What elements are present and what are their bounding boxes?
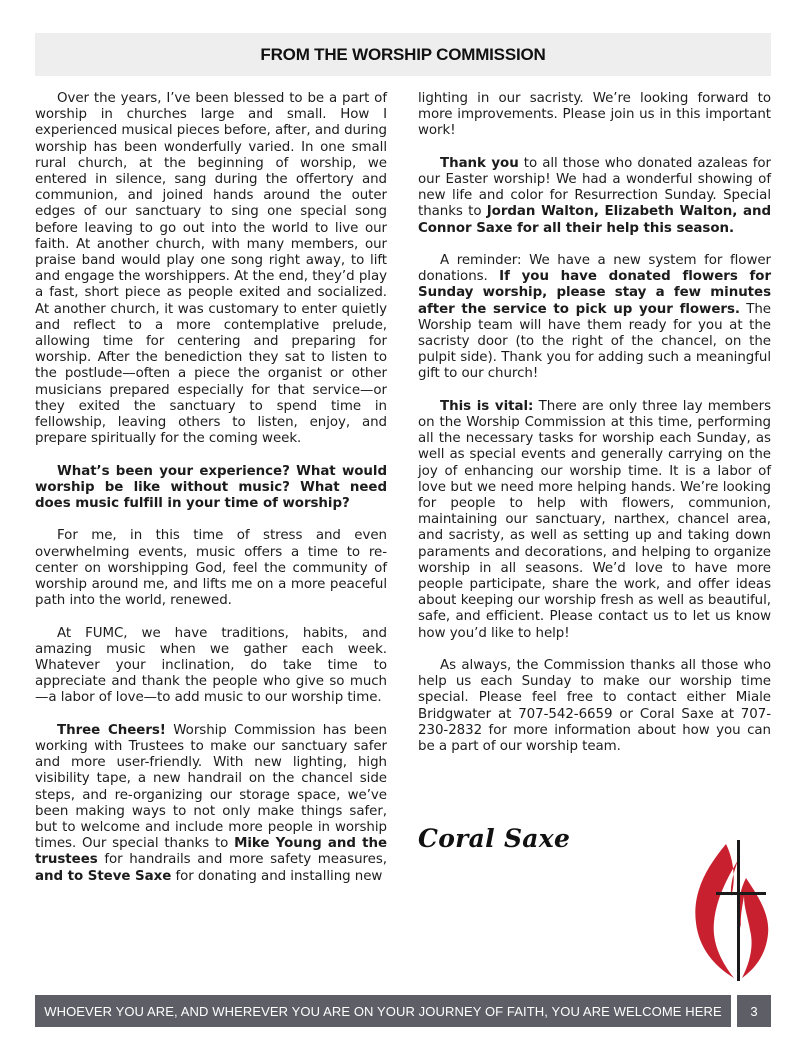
footer-text: WHOEVER YOU ARE, AND WHEREVER YOU ARE ON YOUR JOURNEY OF FAITH, YOU ARE WELCOME HERE xyxy=(44,1003,722,1019)
cross-horizontal xyxy=(716,892,766,895)
paragraph-continued: lighting in our sacristy. We’re looking forward to more improvements. Please join us in this important work! xyxy=(418,91,771,139)
signature: Coral Saxe xyxy=(418,824,571,853)
section-title: FROM THE WORSHIP COMMISSION xyxy=(260,44,546,64)
paragraph-three-cheers xyxy=(35,723,387,885)
page-number: 3 xyxy=(750,1003,758,1019)
reminder-text-a: A reminder: We have a new system for flower donations. xyxy=(418,253,771,285)
paragraph-for-me: For me, in this time of stress and even overwhelming events, music offers a time to re-center on worshipping God, feel the community of worship around me, and lifts me on a more peaceful path into the world, renewed. xyxy=(35,528,387,609)
paragraph-vital xyxy=(418,399,771,642)
three-cheers-text-d: and to Steve Saxe xyxy=(35,868,172,884)
cross-vertical xyxy=(737,840,740,981)
paragraph-reminder xyxy=(418,253,771,383)
flame-left xyxy=(695,844,738,978)
three-cheers-text-b: Mike Young and the trustees xyxy=(35,836,387,868)
reminder-text-c: The Worship team will have them ready for you at the sacristy door (to the right of the chancel, on the pulpit side). Thank you for adding such a meaningful gift to our church! xyxy=(418,301,771,382)
thank-you-text-a: to all those who donated azaleas for our Easter worship! We had a wonderful showing of new life and color for Resurrection Sunday. Special thanks to xyxy=(418,155,771,220)
paragraph-closing: As always, the Commission thanks all those who help us each Sunday to make our worship time special. Please feel free to contact either Miale Bridgwater at 707-542-6659 or Coral Saxe at 707-230-2832 for more information about how you can be a part of our worship team. xyxy=(418,658,771,755)
section-header xyxy=(35,33,771,76)
right-column xyxy=(418,91,771,771)
paragraph-fumc: At FUMC, we have traditions, habits, and amazing music when we gather each week. Whatever your inclination, do take time to appreciate and thank the people who give so much—a labor of love—to add music to our worship time. xyxy=(35,625,387,706)
vital-text: There are only three lay members on the Worship Commission at this time, performing all the necessary tasks for worship each Sunday, as well as special events and generally carrying on the joy of enhancing our worship time. It is a labor of love but we need more helping hands. We’re looking for people to help with flowers, communion, maintaining our sanctuary, narthex, chancel area, and sacristy, as well as setting up and taking down paraments and decorations, and helping to organize worship in all seasons. We’d love to have more people participate, share the work, and offer ideas about keeping our worship fresh as well as beautiful, safe, and efficient. Please contact us to let us know how you’d like to help! xyxy=(418,398,771,641)
paragraph-intro: Over the years, I’ve been blessed to be a part of worship in churches large and small. How I experienced musical pieces before, after, and during worship has been wonderfully varied. In one small rural church, at the beginning of worship, we entered in silence, sang during the offertory and communion, and joined hands around the outer edges of our sanctuary to sing one special song before leaving to go out into the world to live our faith. At another church, with many members, our praise band would play one song right away, to lift and engage the worshippers. At the end, they’d play a fast, short piece as people exited and socialized. At another church, it was customary to enter quietly and reflect to a more contemplative prelude, allowing time for centering and preparing for worship. After the benediction they sat to listen to the postlude—often a piece the organist or other musicians prepared especially for that service—or they exited the sanctuary to spend time in fellowship, leaving others to listen, enjoy, and prepare spiritually for the coming week. xyxy=(35,91,387,447)
vital-lead: This is vital: xyxy=(440,398,534,414)
cross-and-flame-icon xyxy=(686,838,776,983)
left-column xyxy=(35,91,387,901)
paragraph-questions xyxy=(35,464,387,513)
paragraph-thank-you xyxy=(418,156,771,237)
questions-text: What’s been your experience? What would worship be like without music? What need does music fulfill in your time of worship? xyxy=(35,463,387,512)
reminder-text-b: If you have donated flowers for Sunday worship, please stay a few minutes after the service to pick up your flowers. xyxy=(418,269,771,317)
footer-banner xyxy=(35,995,731,1027)
page-number-box xyxy=(737,995,771,1027)
three-cheers-text-e: for donating and installing new xyxy=(171,868,383,884)
three-cheers-text-a: Worship Commission has been working with Trustees to make our sanctuary safer and more user-friendly. With new lighting, high visibility tape, a new handrail on the chancel side steps, and re-organizing our storage space, we’ve been making ways to not only make things safer, but to welcome and include more people in worship times. Our special thanks to xyxy=(35,722,387,852)
thank-you-lead: Thank you xyxy=(440,155,519,171)
three-cheers-text-c: for handrails and more safety measures, xyxy=(97,852,387,868)
three-cheers-lead: Three Cheers! xyxy=(57,722,166,738)
thank-you-text-b: Jordan Walton, Elizabeth Walton, and Connor Saxe for all their help this season. xyxy=(418,204,771,236)
